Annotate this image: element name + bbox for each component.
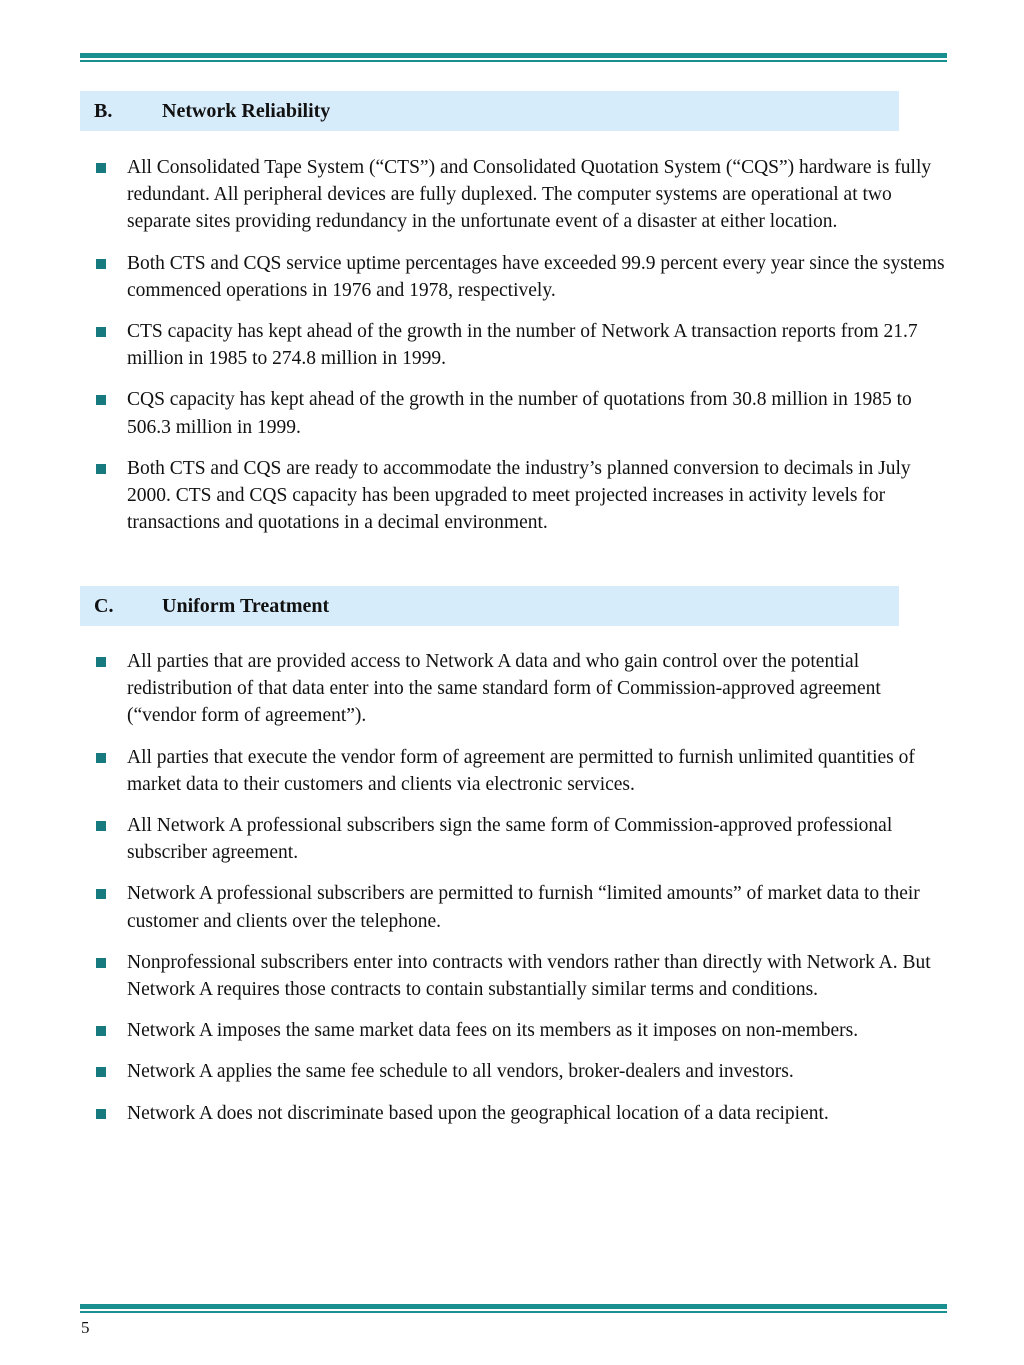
square-bullet-icon [96,259,106,269]
list-item-text: All Consolidated Tape System (“CTS”) and Consolidated Quotation System (“CQS”) hardware is fully redundant. All peripheral devices are fully duplexed. The computer systems are operational at two separate sites providing redundancy in the unfortunate event of a disaster at either location. [127,157,932,233]
list-item [80,880,950,934]
square-bullet-icon [96,821,106,831]
square-bullet-icon [96,889,106,899]
list-item [80,154,950,236]
list-item-text: Nonprofessional subscribers enter into contracts with vendors rather than directly with Network A. But Network A requires those contracts to contain substantially similar terms and conditions. [127,951,931,1001]
list-item-text: CTS capacity has kept ahead of the growth in the number of Network A transaction reports from 21.7 million in 1985 to 274.8 million in 1999. [127,321,918,370]
square-bullet-icon [96,395,106,405]
list-item [80,318,950,372]
list-item-text: Network A imposes the same market data fees on its members as it imposes on non-members. [127,1020,859,1042]
list-item-text: Network A professional subscribers are permitted to furnish “limited amounts” of market data to their customer and clients over the telephone. [127,883,920,932]
list-item-text: All Network A professional subscribers sign the same form of Commission-approved professional subscriber agreement. [127,815,893,864]
list-item-text: All parties that are provided access to Network A data and who gain control over the potential redistribution of that data enter into the same standard form of Commission-approved agreement (“vendor form of agreement”). [127,651,881,727]
bottom-divider-rule [80,1304,947,1313]
top-divider-rule [80,53,947,62]
list-item [80,1100,950,1127]
list-item [80,949,950,1003]
square-bullet-icon [96,1026,106,1036]
list-item [80,250,950,304]
list-item-text: Both CTS and CQS service uptime percentages have exceeded 99.9 percent every year since the systems commenced operations in 1976 and 1978, respectively. [127,252,945,301]
list-item [80,386,950,440]
section-heading-network-reliability [80,91,899,131]
section-letter: B. [94,99,113,122]
list-item-text: All parties that execute the vendor form of agreement are permitted to furnish unlimited quantities of market data to their customers and clients via electronic services. [127,746,915,795]
uniform-treatment-list [80,648,950,1141]
square-bullet-icon [96,958,106,968]
square-bullet-icon [96,464,106,474]
square-bullet-icon [96,327,106,337]
square-bullet-icon [96,753,106,763]
section-title: Network Reliability [162,99,331,122]
list-item [80,812,950,866]
square-bullet-icon [96,1109,106,1119]
square-bullet-icon [96,657,106,667]
section-heading-uniform-treatment [80,586,899,626]
square-bullet-icon [96,1067,106,1077]
list-item-text: Both CTS and CQS are ready to accommodate the industry’s planned conversion to decimals in July 2000. CTS and CQS capacity has been upgraded to meet projected increases in activity levels for transactions and quotations in a decimal environment. [127,457,911,534]
list-item [80,648,950,730]
list-item-text: Network A applies the same fee schedule to all vendors, broker-dealers and investors. [127,1061,794,1083]
square-bullet-icon [96,163,106,173]
list-item [80,1058,950,1085]
list-item-text: Network A does not discriminate based upon the geographical location of a data recipient. [127,1102,829,1124]
list-item [80,455,950,537]
section-letter: C. [94,594,114,617]
list-item [80,744,950,798]
list-item [80,1017,950,1044]
page-number: 5 [81,1318,90,1337]
list-item-text: CQS capacity has kept ahead of the growth in the number of quotations from 30.8 million in 1985 to 506.3 million in 1999. [127,389,912,438]
network-reliability-list [80,154,950,550]
section-title: Uniform Treatment [162,594,330,617]
